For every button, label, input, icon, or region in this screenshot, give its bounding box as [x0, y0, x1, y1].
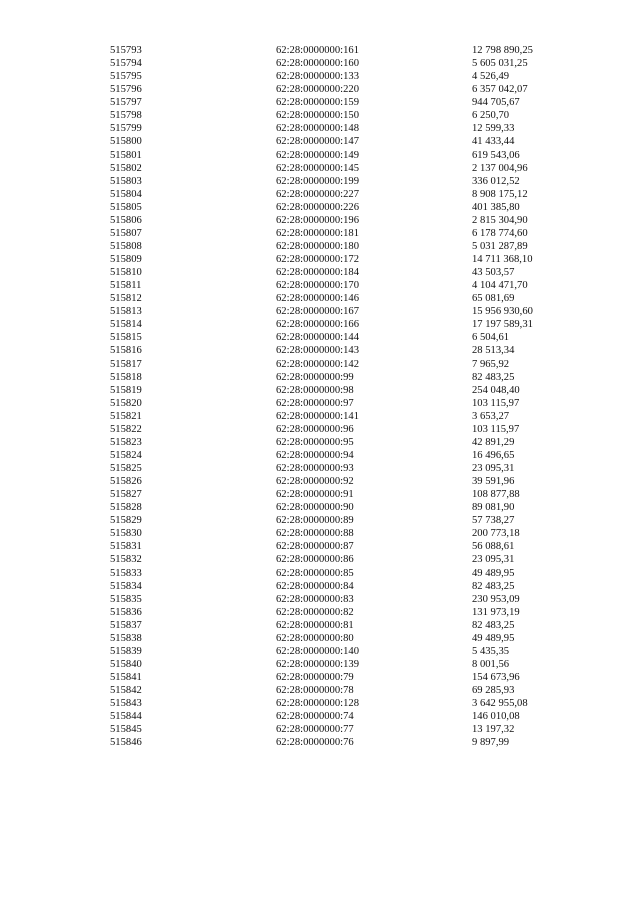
- cadastral-value: 5 031 287,89: [472, 240, 528, 252]
- cadastral-value: 28 513,34: [472, 345, 515, 357]
- table-row: [0, 540, 640, 553]
- cadastral-value: 2 815 304,90: [472, 214, 528, 226]
- table-row: [0, 188, 640, 201]
- row-number: 515820: [110, 397, 142, 409]
- cadastral-value: 82 483,25: [472, 580, 515, 592]
- table-row: [0, 122, 640, 135]
- table-row: [0, 449, 640, 462]
- row-number: 515816: [110, 345, 142, 357]
- table-row: [0, 96, 640, 109]
- row-number: 515836: [110, 606, 142, 618]
- row-number: 515797: [110, 97, 142, 109]
- cadastral-value: 23 095,31: [472, 554, 515, 566]
- row-number: 515804: [110, 188, 142, 200]
- row-number: 515813: [110, 306, 142, 318]
- table-row: [0, 580, 640, 593]
- table-row: [0, 645, 640, 658]
- row-number: 515823: [110, 436, 142, 448]
- cadastral-value: 4 526,49: [472, 71, 510, 83]
- cadastral-number: 62:28:0000000:91: [276, 489, 354, 501]
- table-row: [0, 384, 640, 397]
- cadastral-number: 62:28:0000000:133: [276, 71, 359, 83]
- table-row: [0, 553, 640, 566]
- row-number: 515845: [110, 724, 142, 736]
- cadastral-number: 62:28:0000000:196: [276, 214, 359, 226]
- cadastral-number: 62:28:0000000:99: [276, 371, 354, 383]
- cadastral-value: 2 137 004,96: [472, 162, 528, 174]
- cadastral-number: 62:28:0000000:79: [276, 672, 354, 683]
- cadastral-value: 108 877,88: [472, 489, 520, 501]
- table-row: [0, 632, 640, 645]
- cadastral-value: 15 956 930,60: [472, 306, 533, 318]
- cadastral-value-table: [0, 44, 640, 749]
- row-number: 515821: [110, 410, 142, 422]
- row-number: 515833: [110, 567, 142, 579]
- row-number: 515794: [110, 58, 142, 70]
- row-number: 515835: [110, 593, 142, 605]
- table-row: [0, 135, 640, 148]
- row-number: 515838: [110, 632, 142, 644]
- cadastral-value: 42 891,29: [472, 436, 515, 448]
- table-row: [0, 736, 640, 749]
- cadastral-value: 43 503,57: [472, 267, 515, 279]
- table-row: [0, 684, 640, 697]
- row-number: 515815: [110, 332, 142, 344]
- table-row: [0, 253, 640, 266]
- table-row: [0, 514, 640, 527]
- table-row: [0, 488, 640, 501]
- row-number: 515810: [110, 267, 142, 279]
- row-number: 515834: [110, 580, 142, 592]
- cadastral-number: 62:28:0000000:82: [276, 606, 354, 618]
- row-number: 515800: [110, 136, 142, 148]
- row-number: 515795: [110, 71, 142, 83]
- table-row: [0, 109, 640, 122]
- cadastral-value: 336 012,52: [472, 175, 520, 187]
- row-number: 515808: [110, 240, 142, 252]
- cadastral-number: 62:28:0000000:128: [276, 698, 359, 710]
- cadastral-value: 17 197 589,31: [472, 319, 533, 331]
- cadastral-number: 62:28:0000000:98: [276, 384, 354, 396]
- cadastral-value: 944 705,67: [472, 97, 520, 109]
- cadastral-number: 62:28:0000000:170: [276, 280, 359, 292]
- table-row: [0, 410, 640, 423]
- table-row: [0, 149, 640, 162]
- cadastral-value: 7 965,92: [472, 358, 510, 370]
- cadastral-number: 62:28:0000000:140: [276, 645, 359, 657]
- cadastral-value: 6 178 774,60: [472, 227, 528, 239]
- cadastral-number: 62:28:0000000:141: [276, 410, 359, 422]
- table-row: [0, 305, 640, 318]
- cadastral-value: 254 048,40: [472, 384, 520, 396]
- table-row: [0, 83, 640, 96]
- row-number: 515799: [110, 123, 142, 135]
- cadastral-value: 8 001,56: [472, 658, 510, 670]
- row-number: 515824: [110, 449, 142, 461]
- cadastral-number: 62:28:0000000:84: [276, 580, 354, 592]
- cadastral-number: 62:28:0000000:93: [276, 463, 354, 474]
- cadastral-number: 62:28:0000000:161: [276, 45, 359, 56]
- cadastral-number: 62:28:0000000:227: [276, 188, 359, 200]
- cadastral-value: 49 489,95: [472, 632, 515, 644]
- cadastral-number: 62:28:0000000:226: [276, 201, 359, 213]
- table-row: [0, 397, 640, 410]
- cadastral-value: 9 897,99: [472, 737, 510, 749]
- cadastral-value: 57 738,27: [472, 515, 515, 527]
- table-row: [0, 358, 640, 371]
- cadastral-number: 62:28:0000000:142: [276, 358, 359, 370]
- table-row: [0, 175, 640, 188]
- cadastral-number: 62:28:0000000:85: [276, 567, 354, 579]
- cadastral-value: 154 673,96: [472, 672, 520, 683]
- table-row: [0, 567, 640, 580]
- table-row: [0, 331, 640, 344]
- cadastral-number: 62:28:0000000:184: [276, 267, 359, 279]
- row-number: 515818: [110, 371, 142, 383]
- cadastral-number: 62:28:0000000:167: [276, 306, 359, 318]
- row-number: 515822: [110, 423, 142, 435]
- cadastral-value: 41 433,44: [472, 136, 515, 148]
- table-row: [0, 214, 640, 227]
- cadastral-value: 5 605 031,25: [472, 58, 528, 70]
- cadastral-number: 62:28:0000000:149: [276, 149, 359, 161]
- cadastral-number: 62:28:0000000:172: [276, 254, 359, 265]
- cadastral-number: 62:28:0000000:81: [276, 619, 354, 631]
- cadastral-value: 131 973,19: [472, 606, 520, 618]
- table-row: [0, 70, 640, 83]
- row-number: 515843: [110, 698, 142, 710]
- cadastral-value: 200 773,18: [472, 528, 520, 540]
- cadastral-number: 62:28:0000000:86: [276, 554, 354, 566]
- row-number: 515830: [110, 528, 142, 540]
- table-row: [0, 619, 640, 632]
- cadastral-number: 62:28:0000000:148: [276, 123, 359, 135]
- table-row: [0, 371, 640, 384]
- table-row: [0, 240, 640, 253]
- row-number: 515817: [110, 358, 142, 370]
- row-number: 515798: [110, 110, 142, 122]
- cadastral-number: 62:28:0000000:76: [276, 737, 354, 749]
- table-row: [0, 344, 640, 357]
- cadastral-value: 39 591,96: [472, 476, 515, 488]
- row-number: 515793: [110, 45, 142, 56]
- cadastral-number: 62:28:0000000:92: [276, 476, 354, 488]
- row-number: 515811: [110, 280, 142, 292]
- cadastral-number: 62:28:0000000:96: [276, 423, 354, 435]
- cadastral-number: 62:28:0000000:89: [276, 515, 354, 527]
- table-row: [0, 710, 640, 723]
- cadastral-value: 6 357 042,07: [472, 84, 528, 96]
- row-number: 515837: [110, 619, 142, 631]
- table-row: [0, 606, 640, 619]
- table-row: [0, 162, 640, 175]
- row-number: 515831: [110, 541, 142, 553]
- cadastral-value: 82 483,25: [472, 619, 515, 631]
- cadastral-number: 62:28:0000000:90: [276, 502, 354, 514]
- cadastral-value: 8 908 175,12: [472, 188, 528, 200]
- row-number: 515825: [110, 463, 142, 474]
- row-number: 515839: [110, 645, 142, 657]
- table-row: [0, 44, 640, 57]
- row-number: 515842: [110, 685, 142, 697]
- cadastral-value: 230 953,09: [472, 593, 520, 605]
- table-row: [0, 527, 640, 540]
- row-number: 515809: [110, 254, 142, 265]
- cadastral-number: 62:28:0000000:80: [276, 632, 354, 644]
- row-number: 515841: [110, 672, 142, 683]
- row-number: 515819: [110, 384, 142, 396]
- row-number: 515846: [110, 737, 142, 749]
- cadastral-value: 6 504,61: [472, 332, 510, 344]
- cadastral-number: 62:28:0000000:166: [276, 319, 359, 331]
- cadastral-value: 89 081,90: [472, 502, 515, 514]
- cadastral-value: 23 095,31: [472, 463, 515, 474]
- cadastral-number: 62:28:0000000:146: [276, 293, 359, 305]
- cadastral-number: 62:28:0000000:77: [276, 724, 354, 736]
- row-number: 515844: [110, 711, 142, 723]
- cadastral-value: 5 435,35: [472, 645, 510, 657]
- cadastral-number: 62:28:0000000:145: [276, 162, 359, 174]
- cadastral-number: 62:28:0000000:143: [276, 345, 359, 357]
- table-row: [0, 462, 640, 475]
- cadastral-value: 69 285,93: [472, 685, 515, 697]
- table-row: [0, 723, 640, 736]
- table-row: [0, 658, 640, 671]
- cadastral-value: 16 496,65: [472, 449, 515, 461]
- cadastral-number: 62:28:0000000:95: [276, 436, 354, 448]
- table-row: [0, 279, 640, 292]
- table-row: [0, 593, 640, 606]
- row-number: 515812: [110, 293, 142, 305]
- cadastral-number: 62:28:0000000:220: [276, 84, 359, 96]
- table-row: [0, 201, 640, 214]
- cadastral-value: 401 385,80: [472, 201, 520, 213]
- table-row: [0, 671, 640, 684]
- cadastral-value: 6 250,70: [472, 110, 510, 122]
- table-row: [0, 227, 640, 240]
- cadastral-value: 619 543,06: [472, 149, 520, 161]
- cadastral-value: 3 642 955,08: [472, 698, 528, 710]
- cadastral-number: 62:28:0000000:78: [276, 685, 354, 697]
- cadastral-number: 62:28:0000000:181: [276, 227, 359, 239]
- cadastral-value: 49 489,95: [472, 567, 515, 579]
- cadastral-number: 62:28:0000000:159: [276, 97, 359, 109]
- table-row: [0, 318, 640, 331]
- cadastral-value: 82 483,25: [472, 371, 515, 383]
- row-number: 515796: [110, 84, 142, 96]
- row-number: 515827: [110, 489, 142, 501]
- row-number: 515829: [110, 515, 142, 527]
- cadastral-value: 103 115,97: [472, 423, 520, 435]
- cadastral-value: 103 115,97: [472, 397, 520, 409]
- cadastral-number: 62:28:0000000:87: [276, 541, 354, 553]
- table-row: [0, 475, 640, 488]
- cadastral-value: 4 104 471,70: [472, 280, 528, 292]
- cadastral-value: 13 197,32: [472, 724, 515, 736]
- row-number: 515803: [110, 175, 142, 187]
- cadastral-number: 62:28:0000000:83: [276, 593, 354, 605]
- table-row: [0, 697, 640, 710]
- row-number: 515832: [110, 554, 142, 566]
- row-number: 515802: [110, 162, 142, 174]
- cadastral-value: 12 798 890,25: [472, 45, 533, 56]
- cadastral-number: 62:28:0000000:139: [276, 658, 359, 670]
- row-number: 515840: [110, 658, 142, 670]
- cadastral-number: 62:28:0000000:94: [276, 449, 354, 461]
- table-row: [0, 266, 640, 279]
- cadastral-number: 62:28:0000000:88: [276, 528, 354, 540]
- row-number: 515814: [110, 319, 142, 331]
- row-number: 515826: [110, 476, 142, 488]
- row-number: 515828: [110, 502, 142, 514]
- cadastral-number: 62:28:0000000:147: [276, 136, 359, 148]
- table-row: [0, 501, 640, 514]
- table-row: [0, 57, 640, 70]
- cadastral-number: 62:28:0000000:144: [276, 332, 359, 344]
- cadastral-value: 3 653,27: [472, 410, 510, 422]
- cadastral-number: 62:28:0000000:74: [276, 711, 354, 723]
- row-number: 515807: [110, 227, 142, 239]
- cadastral-number: 62:28:0000000:97: [276, 397, 354, 409]
- cadastral-value: 65 081,69: [472, 293, 515, 305]
- cadastral-value: 56 088,61: [472, 541, 515, 553]
- row-number: 515805: [110, 201, 142, 213]
- cadastral-number: 62:28:0000000:199: [276, 175, 359, 187]
- cadastral-value: 12 599,33: [472, 123, 515, 135]
- row-number: 515801: [110, 149, 142, 161]
- cadastral-number: 62:28:0000000:150: [276, 110, 359, 122]
- cadastral-value: 14 711 368,10: [472, 254, 533, 265]
- cadastral-number: 62:28:0000000:180: [276, 240, 359, 252]
- table-row: [0, 436, 640, 449]
- cadastral-value: 146 010,08: [472, 711, 520, 723]
- cadastral-number: 62:28:0000000:160: [276, 58, 359, 70]
- row-number: 515806: [110, 214, 142, 226]
- table-row: [0, 423, 640, 436]
- table-row: [0, 292, 640, 305]
